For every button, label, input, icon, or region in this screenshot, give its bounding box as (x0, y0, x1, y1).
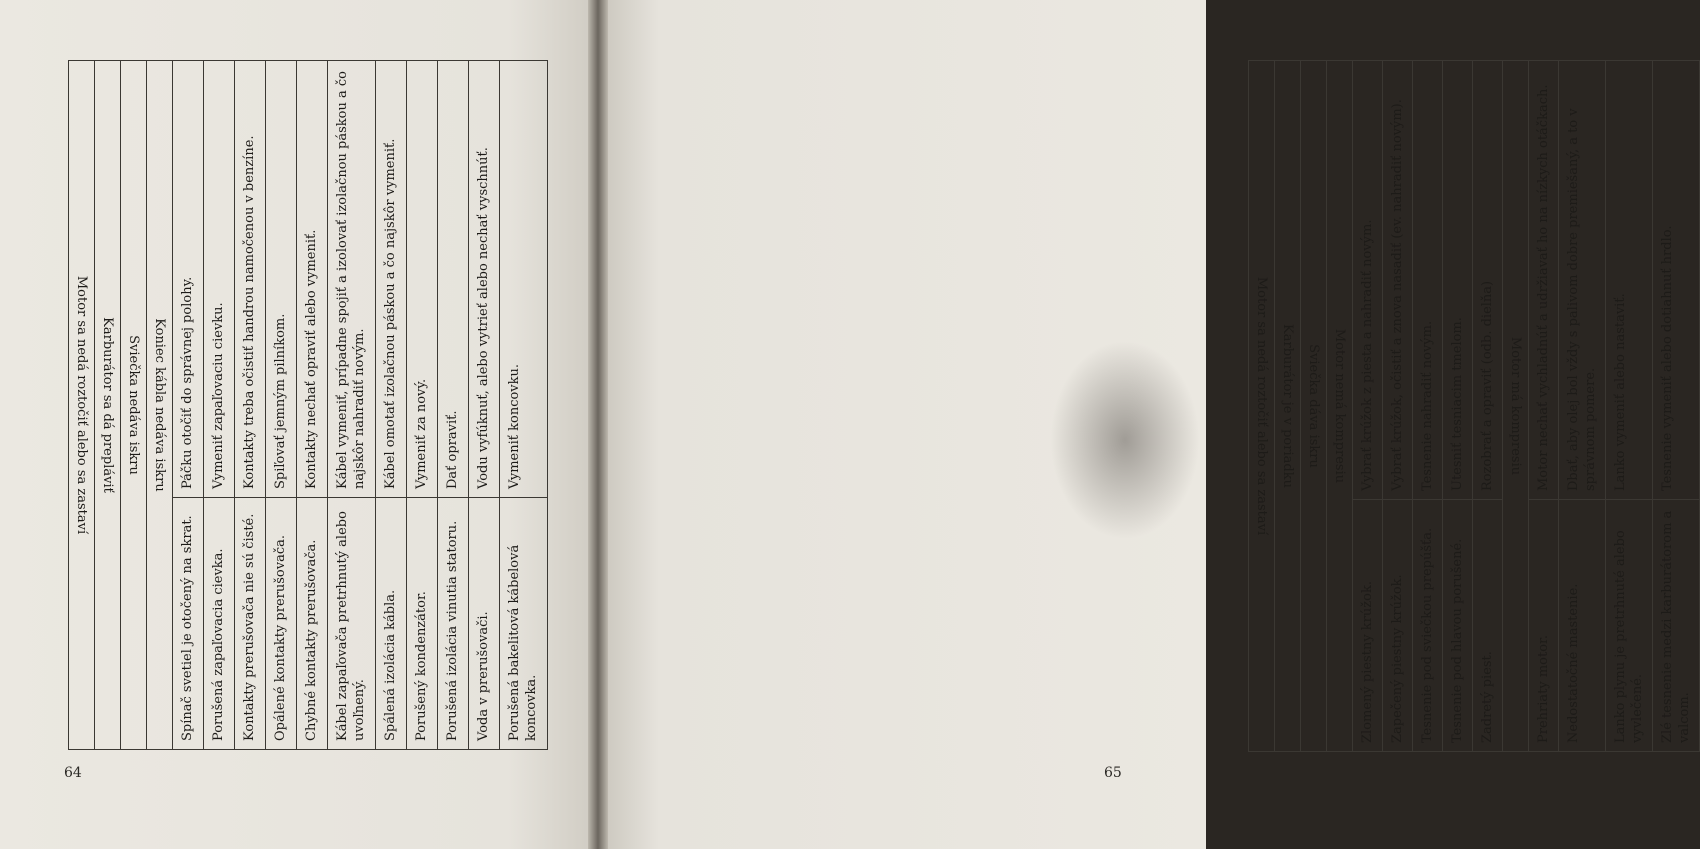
cause-cell (1443, 500, 1473, 752)
header-2-cell (1301, 61, 1327, 752)
right-troubleshooting-table (1248, 60, 1700, 752)
fix: Tesnenie nahradiť novým. (1420, 320, 1435, 491)
fix-cell (437, 61, 468, 498)
cause-cell (1559, 500, 1606, 752)
cause-cell (265, 498, 296, 750)
fix-cell (234, 61, 265, 498)
cause-cell (1606, 500, 1653, 752)
cause: Zapečený piestny krúžok. (1390, 574, 1405, 743)
left-troubleshooting-table (68, 60, 548, 750)
fix: Kábel vymeniť, prípadne spojiť a izolovať izolačnou páskou a čo najskôr nahradiť novým. (334, 71, 367, 489)
fix: Vymeniť za nový. (413, 378, 429, 489)
cause: Spínač svetiel je otočený na skrat. (180, 515, 195, 741)
fix-cell (375, 61, 406, 498)
cause: Zlomený piestny krúžok. (1360, 581, 1375, 743)
fix-cell (1383, 61, 1413, 500)
fix-cell (1413, 61, 1443, 500)
fix: Rozobrať a opraviť (odb. dielňa) (1480, 280, 1495, 491)
fix: Motor nechať vychladnúť a udržiavať ho na nízkych otáčkach. (1536, 84, 1551, 491)
cause: Chybné kontakty prerušovača. (303, 539, 319, 741)
header-3-cell (147, 61, 173, 750)
header-0: Motor sa nedá roztočiť alebo sa zastaví (74, 275, 89, 535)
cause: Nedostatočné mastenie. (1566, 583, 1581, 743)
header-0: Motor sa nedá roztočiť alebo sa zastaví (1254, 276, 1269, 536)
fix-cell (203, 61, 234, 498)
group-symptom: Motor má kompresiu (1508, 336, 1523, 476)
header-1: Karburátor sa dá prepláviť (100, 317, 115, 493)
fix: Páčku otočiť do správnej polohy. (180, 276, 195, 489)
cause-cell (406, 498, 437, 750)
cause: Tesnenie pod sviečkou prepúšťa. (1420, 527, 1435, 743)
header-1-cell (95, 61, 121, 750)
header-2-cell (121, 61, 147, 750)
cause-cell (203, 498, 234, 750)
header-1: Karburátor je v poriadku (1280, 324, 1295, 488)
header-3: Koniec kábla nedáva iskru (152, 318, 167, 492)
book-spine (588, 0, 608, 849)
group-symptom-cell (1327, 61, 1353, 752)
cause-cell (1383, 500, 1413, 752)
fix: Vybrať krúžok, očistiť a znova nasadiť (ev. nahradiť novým). (1390, 99, 1405, 491)
cause-cell (468, 498, 499, 750)
cause-cell (327, 498, 375, 750)
cause: Porušený kondenzátor. (413, 591, 429, 741)
fix: Vybrať krúžok z piesta a nahradiť novým. (1360, 219, 1375, 491)
fix-cell (1529, 61, 1559, 500)
fix-cell (1443, 61, 1473, 500)
fix: Dať opraviť. (444, 410, 460, 489)
cause-cell (499, 498, 547, 750)
fix: Kontakty nechať opraviť alebo vymeniť. (303, 229, 319, 489)
fix-cell (265, 61, 296, 498)
fix-cell (1653, 61, 1700, 500)
fix: Lanko vymeniť alebo nastaviť. (1613, 293, 1628, 491)
fix-cell (406, 61, 437, 498)
cause-cell (1473, 500, 1503, 752)
cause: Zadretý piest. (1480, 651, 1495, 743)
cause-cell (1529, 500, 1559, 752)
cause: Prehriaty motor. (1536, 635, 1551, 743)
cause: Porušená bakelitová kábelová koncovka. (506, 544, 539, 741)
cause: Zlé tesnenie medzi karburátorom a valcom. (1660, 510, 1692, 743)
header-2: Sviečka nedáva iskru (126, 335, 141, 475)
cause: Kábel zapaľovača pretrhnutý alebo uvoľnený. (334, 511, 367, 741)
cause-cell (296, 498, 327, 750)
header-0-cell (69, 61, 95, 750)
cause: Tesnenie pod hlavou porušené. (1450, 538, 1465, 743)
header-2: Sviečka dáva iskru (1306, 344, 1321, 468)
group-symptom: Motor nemá kompresiu (1332, 328, 1347, 484)
header-1-cell (1275, 61, 1301, 752)
cause: Porušená zapaľovacia cievka. (210, 548, 226, 741)
fix-cell (468, 61, 499, 498)
left-page (0, 0, 598, 849)
fix: Dbať, aby olej bol vždy s palivom dobre premiešaný, a to v správnom pomere. (1566, 108, 1598, 491)
cause-cell (234, 498, 265, 750)
cause: Voda v prerušovači. (475, 611, 491, 741)
cause-cell (1653, 500, 1700, 752)
header-0-cell (1249, 61, 1275, 752)
fix-cell (1353, 61, 1383, 500)
fix: Utesniť tesniacim tmelom. (1450, 317, 1465, 491)
fix: Vymeniť koncovku. (506, 363, 522, 489)
fix-cell (327, 61, 375, 498)
fix-cell (173, 61, 204, 498)
group-symptom-cell (1503, 61, 1529, 752)
fix-cell (1606, 61, 1653, 500)
fix-cell (499, 61, 547, 498)
fix: Vodu vyfúknuť, alebo vytrieť alebo nechať vyschnúť. (475, 147, 491, 489)
cause-cell (375, 498, 406, 750)
page-number-right: 65 (1104, 765, 1122, 781)
cause-cell (1413, 500, 1443, 752)
cause: Spálená izolácia kábla. (382, 589, 398, 741)
fingerprint-smudge (1050, 340, 1200, 540)
fix-cell (1559, 61, 1606, 500)
fix: Kontakty treba očistiť handrou namočenou v benzíne. (241, 135, 257, 489)
cause-cell (1353, 500, 1383, 752)
page-number-left: 64 (64, 765, 82, 781)
cause-cell (437, 498, 468, 750)
fix: Kábel omotať izolačnou páskou a čo najskôr vymeniť. (382, 138, 398, 489)
fix: Vymeniť zapaľovaciu cievku. (210, 302, 226, 489)
fix-cell (1473, 61, 1503, 500)
cause: Porušená izolácia vinutia statoru. (444, 520, 460, 741)
cause-cell (173, 498, 204, 750)
fix-cell (296, 61, 327, 498)
cause: Opálené kontakty prerušovača. (272, 535, 288, 741)
cause: Lanko plynu je pretrhnuté alebo vyvlečené. (1613, 530, 1645, 743)
fix: Spiľovať jemným pilníkom. (272, 313, 288, 489)
fix: Tesnenie vymeniť alebo dotiahnuť hrdlo. (1660, 225, 1675, 491)
cause: Kontakty prerušovača nie sú čisté. (241, 513, 257, 741)
